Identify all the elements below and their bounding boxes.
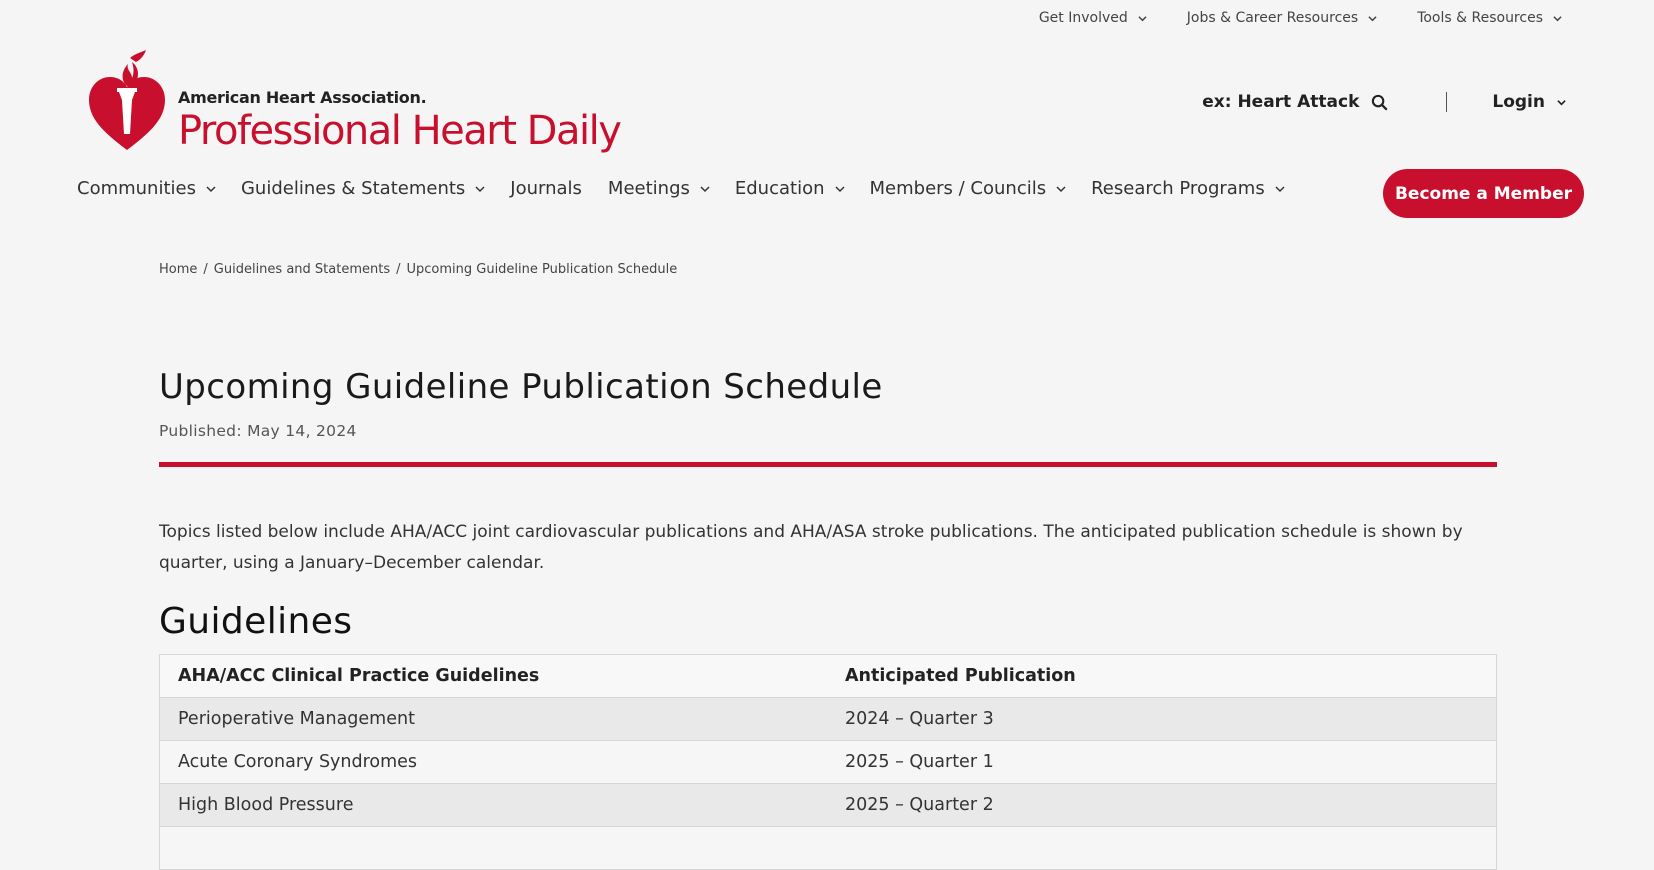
nav-item-label: Journals xyxy=(510,178,582,199)
table-cell-publication: 2024 – Quarter 3 xyxy=(845,709,994,729)
nav-item-meetings[interactable] xyxy=(608,178,709,199)
chevron-down-icon xyxy=(475,184,484,193)
table-cell-publication: 2025 – Quarter 1 xyxy=(845,752,994,772)
table-cell-publication: 2025 – Quarter 2 xyxy=(845,795,994,815)
intro-paragraph: Topics listed below include AHA/ACC joint cardiovascular publications and AHA/ASA stroke publications. The anticipated publication schedule is shown by quarter, using a January–December calendar. xyxy=(159,522,1463,573)
section-heading-guidelines: Guidelines xyxy=(159,601,353,642)
chevron-down-icon xyxy=(1138,14,1147,23)
page-title: Upcoming Guideline Publication Schedule xyxy=(159,367,883,407)
utility-item-jobs-career[interactable] xyxy=(1187,10,1377,26)
become-member-button[interactable]: Become a Member xyxy=(1383,169,1584,218)
logo-product-name: Professional Heart Daily xyxy=(178,108,621,154)
chevron-down-icon xyxy=(206,184,215,193)
nav-item-label: Meetings xyxy=(607,178,690,199)
nav-item-members-councils[interactable] xyxy=(870,178,1066,199)
nav-item-label: Education xyxy=(734,178,825,199)
heart-torch-logo-icon xyxy=(86,48,168,152)
table-row xyxy=(160,698,1496,741)
search-label: ex: Heart Attack xyxy=(1202,92,1360,112)
main-nav xyxy=(77,178,1310,199)
nav-item-guidelines-statements[interactable] xyxy=(241,178,484,199)
title-divider xyxy=(159,462,1497,467)
site-logo[interactable] xyxy=(86,48,620,153)
utility-item-label: Tools & Resources xyxy=(1417,10,1543,26)
search-icon xyxy=(1371,94,1388,111)
nav-item-education[interactable] xyxy=(735,178,844,199)
table-header-cell: AHA/ACC Clinical Practice Guidelines xyxy=(178,666,540,686)
table-header-cell: Anticipated Publication xyxy=(845,666,1076,686)
nav-item-label: Communities xyxy=(77,178,196,199)
published-date: Published: May 14, 2024 xyxy=(159,422,357,440)
main-content xyxy=(159,262,1497,870)
header-actions xyxy=(1202,92,1566,112)
breadcrumb-guidelines[interactable]: Guidelines and Statements xyxy=(213,262,391,277)
login-button[interactable] xyxy=(1492,92,1566,112)
nav-item-journals[interactable] xyxy=(510,178,582,199)
table-cell-topic: High Blood Pressure xyxy=(178,795,354,815)
utility-nav xyxy=(1039,10,1562,26)
nav-item-communities[interactable] xyxy=(77,178,215,199)
guidelines-table xyxy=(159,654,1497,870)
chevron-down-icon xyxy=(835,184,844,193)
chevron-down-icon xyxy=(1275,184,1284,193)
search-button[interactable] xyxy=(1202,92,1388,112)
utility-item-label: Jobs & Career Resources xyxy=(1186,10,1359,26)
table-row xyxy=(160,827,1496,870)
breadcrumb-current: Upcoming Guideline Publication Schedule xyxy=(406,262,678,277)
chevron-down-icon xyxy=(1056,184,1065,193)
utility-item-tools-resources[interactable] xyxy=(1417,10,1562,26)
chevron-down-icon xyxy=(1557,98,1566,107)
chevron-down-icon xyxy=(1553,14,1562,23)
login-label: Login xyxy=(1492,92,1545,112)
utility-item-get-involved[interactable] xyxy=(1039,10,1147,26)
table-row xyxy=(160,741,1496,784)
breadcrumb-separator: / xyxy=(203,262,208,277)
table-cell-topic: Acute Coronary Syndromes xyxy=(178,752,418,772)
chevron-down-icon xyxy=(1368,14,1377,23)
breadcrumb xyxy=(159,262,1497,277)
breadcrumb-separator: / xyxy=(396,262,401,277)
utility-item-label: Get Involved xyxy=(1038,10,1128,26)
breadcrumb-home[interactable]: Home xyxy=(159,262,198,277)
nav-item-label: Research Programs xyxy=(1091,178,1265,199)
nav-item-research-programs[interactable] xyxy=(1091,178,1284,199)
header-divider xyxy=(1446,92,1447,112)
logo-org-name: American Heart Association. xyxy=(178,88,427,107)
table-header-row xyxy=(160,655,1496,698)
table-cell-topic: Perioperative Management xyxy=(178,709,415,729)
table-row xyxy=(160,784,1496,827)
chevron-down-icon xyxy=(700,184,709,193)
nav-item-label: Members / Councils xyxy=(869,178,1047,199)
nav-item-label: Guidelines & Statements xyxy=(240,178,466,199)
